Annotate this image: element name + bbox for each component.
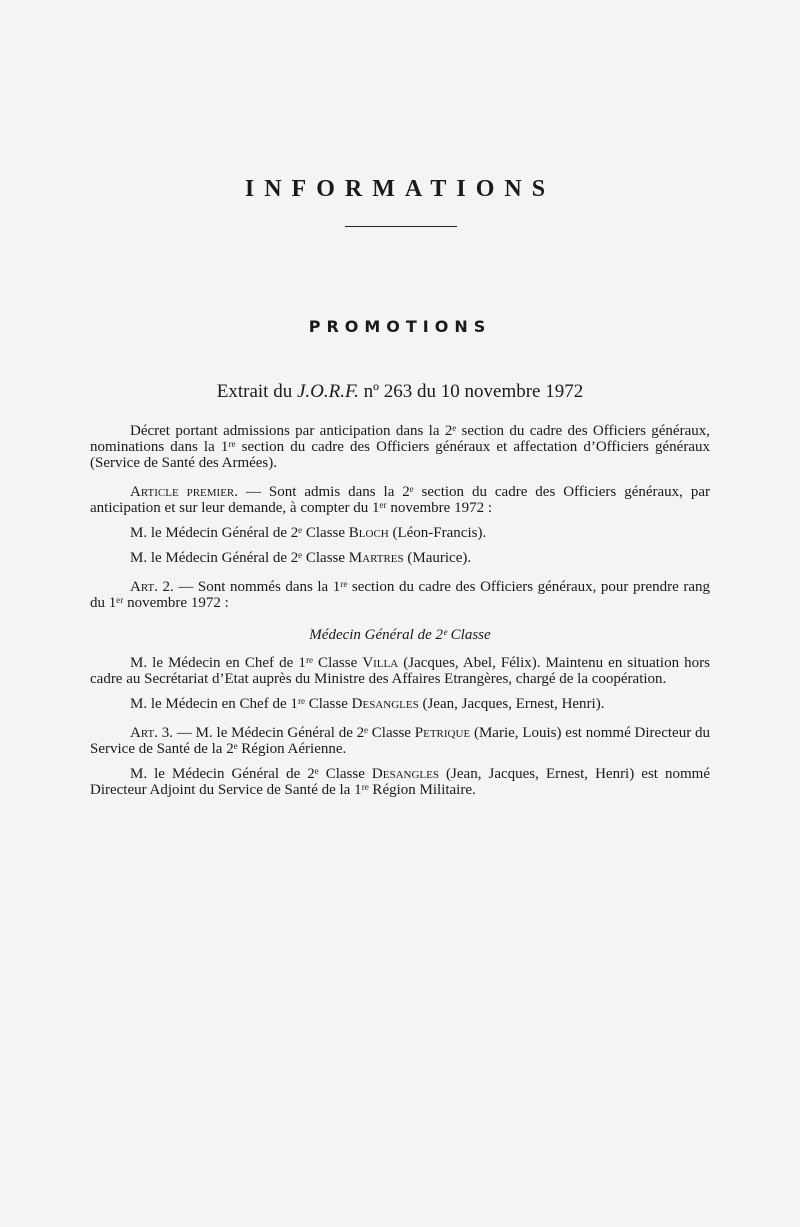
article-1-label: Article premier. bbox=[130, 484, 239, 500]
rank-subheading: Médecin Général de 2ᵉ Classe bbox=[309, 627, 491, 643]
person-name: Desangles bbox=[351, 696, 419, 712]
article-3: Art. 3. — M. le Médecin Général de 2ᵉ Classe Petrique (Marie, Louis) est nommé Directeur du Service de Santé de la 2ᵉ Région Aérienne. bbox=[90, 725, 710, 757]
person-name: Bloch bbox=[348, 525, 389, 541]
article-1 bbox=[90, 484, 710, 516]
page-title: INFORMATIONS bbox=[244, 176, 556, 202]
extract-prefix: Extrait du bbox=[216, 381, 297, 402]
decree-intro: Décret portant admissions par anticipation dans la 2ᵉ section du cadre des Officiers généraux, nominations dans la 1ʳᵉ section du cadre des Officiers généraux et affectation d’Officiers généraux (Service de Santé des Armées). bbox=[90, 423, 710, 471]
person-name: Petrique bbox=[414, 725, 471, 741]
article-2-label: Art. 2. bbox=[130, 579, 174, 595]
person-name: Desangles bbox=[371, 766, 439, 782]
section-heading: PROMOTIONS bbox=[308, 317, 492, 336]
extract-source: J.O.R.F. bbox=[296, 381, 359, 402]
title-divider bbox=[345, 226, 457, 227]
document-body bbox=[90, 423, 710, 798]
article-2-item: M. le Médecin en Chef de 1ʳᵉ Classe Desangles (Jean, Jacques, Ernest, Henri). bbox=[130, 696, 605, 712]
article-3-paragraph: M. le Médecin Général de 2ᵉ Classe Desangles (Jean, Jacques, Ernest, Henri) est nommé Directeur Adjoint du Service de Santé de la 1ʳᵉ Région Militaire. bbox=[90, 766, 710, 798]
article-1-text: — Sont admis dans la 2ᵉ section du cadre des Officiers généraux, par anticipation et sur leur demande, à compter du 1ᵉʳ novembre 1972 : bbox=[90, 484, 710, 516]
extract-suffix: nº 263 du 10 novembre 1972 bbox=[358, 381, 584, 402]
article-1-item: M. le Médecin Général de 2ᵉ Classe Martres (Maurice). bbox=[130, 550, 472, 566]
person-name: Villa bbox=[362, 655, 399, 671]
article-3-label: Art. 3. bbox=[130, 725, 174, 741]
extract-heading bbox=[0, 381, 800, 403]
article-2-item: M. le Médecin en Chef de 1ʳᵉ Classe Villa (Jacques, Abel, Félix). Maintenu en situation hors cadre au Secrétariat d’Etat auprès du Ministre des Affaires Etrangères, chargé de la coopération. bbox=[90, 655, 710, 687]
article-2 bbox=[90, 579, 710, 611]
person-name: Martres bbox=[348, 550, 404, 566]
article-1-item: M. le Médecin Général de 2ᵉ Classe Bloch (Léon-Francis). bbox=[130, 525, 487, 541]
article-2-text: — Sont nommés dans la 1ʳᵉ section du cadre des Officiers généraux, pour prendre rang du 1ᵉʳ novembre 1972 : bbox=[90, 579, 710, 611]
